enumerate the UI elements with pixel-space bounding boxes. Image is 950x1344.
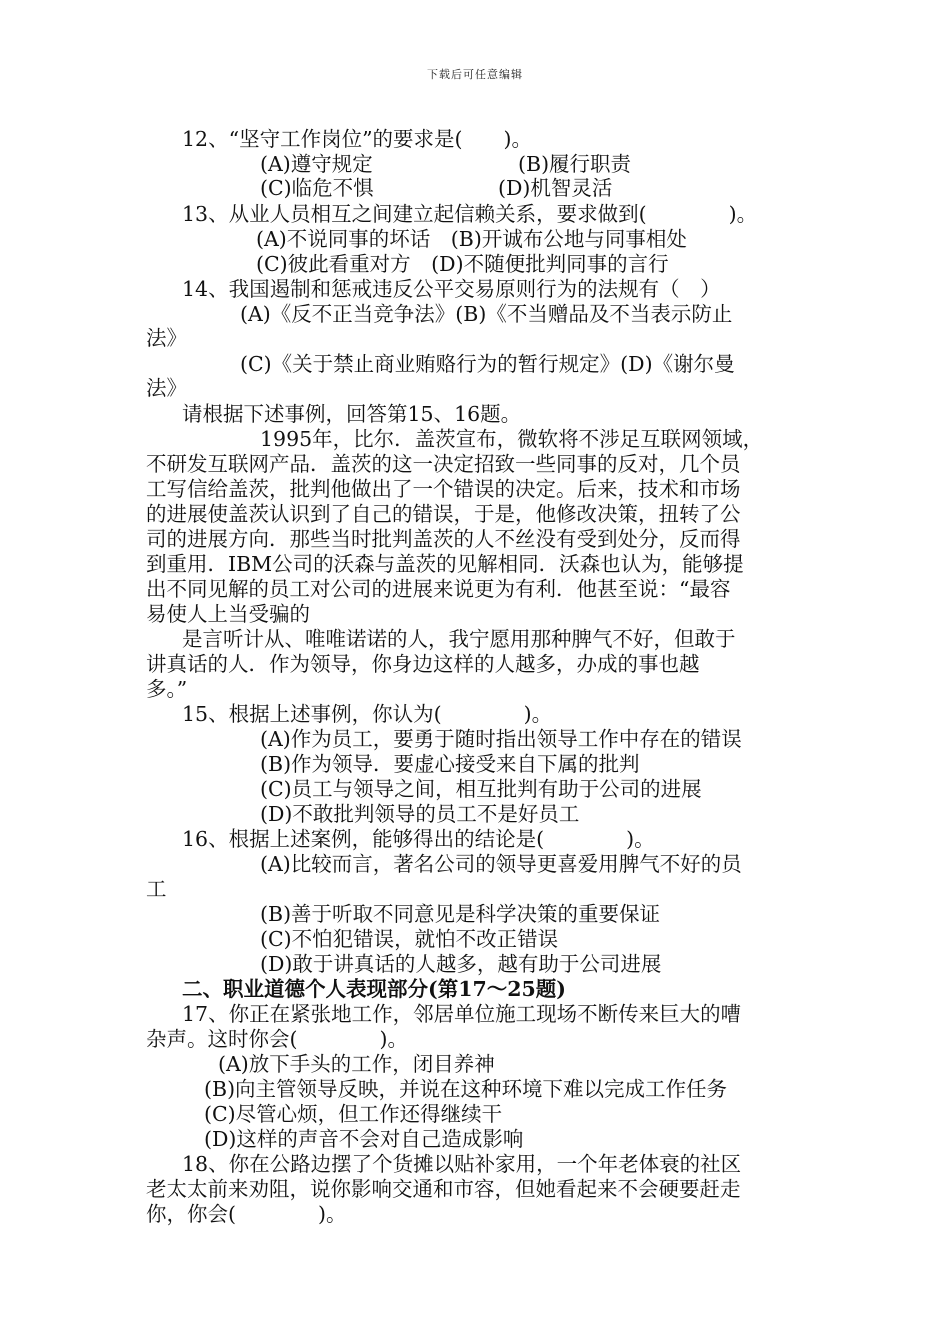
q17-option-b: (B)向主管领导反映，并说在这种环境下难以完成工作任务	[204, 1077, 728, 1101]
q12-option-a: (A)遵守规定	[260, 152, 373, 176]
q13-options-ab: (A)不说同事的坏话 (B)开诚布公地与同事相处	[256, 227, 687, 251]
case-paragraph-line: 司的进展方向．那些当时批判盖茨的人不丝没有受到处分，反而得	[146, 527, 741, 551]
question-13: 13、从业人员相互之间建立起信赖关系，要求做到( )。	[182, 202, 758, 226]
q14-options-ab-cont: 法》	[146, 326, 187, 350]
q16-option-b: (B)善于听取不同意见是科学决策的重要保证	[260, 902, 661, 926]
q14-options-cd: (C)《关于禁止商业贿赂行为的暂行规定》(D)《谢尔曼	[240, 352, 735, 376]
page-header: 下载后可任意编辑	[427, 68, 523, 81]
q16-option-a: (A)比较而言，著名公司的领导更喜爱用脾气不好的员	[260, 852, 742, 876]
question-16: 16、根据上述案例，能够得出的结论是( )。	[182, 827, 655, 851]
q16-option-c: (C)不怕犯错误，就怕不改正错误	[260, 927, 559, 951]
case-paragraph-line: 的进展使盖茨认识到了自己的错误，于是，他修改决策，扭转了公	[146, 502, 741, 526]
case-paragraph-line: 1995年，比尔．盖茨宣布，微软将不涉足互联网领域，	[260, 427, 764, 451]
q16-option-a-cont: 工	[146, 877, 167, 901]
q15-option-a: (A)作为员工，要勇于随时指出领导工作中存在的错误	[260, 727, 742, 751]
case-paragraph-line: 易使人上当受骗的	[146, 602, 310, 626]
question-14: 14、我国遏制和惩戒违反公平交易原则行为的法规有（ ）	[182, 277, 721, 301]
question-18-cont: 老太太前来劝阻，说你影响交通和市容，但她看起来不会硬要赶走	[146, 1177, 741, 1201]
question-17: 17、你正在紧张地工作，邻居单位施工现场不断传来巨大的嘈	[182, 1002, 742, 1026]
q12-option-d: (D)机智灵活	[498, 176, 613, 200]
case-paragraph-line: 工写信给盖茨，批判他做出了一个错误的决定。后来，技术和市场	[146, 477, 741, 501]
q12-option-c: (C)临危不惧	[260, 176, 374, 200]
q17-option-a: (A)放下手头的工作，闭目养神	[218, 1052, 495, 1076]
case-paragraph-line: 出不同见解的员工对公司的进展来说更为有利．他甚至说：“最容	[146, 577, 731, 601]
q17-option-c: (C)尽管心烦，但工作还得继续干	[204, 1102, 503, 1126]
case-paragraph-line: 多。”	[146, 677, 188, 701]
case-paragraph-line: 是言听计从、唯唯诺诺的人，我宁愿用那种脾气不好，但敢于	[182, 627, 736, 651]
question-12: 12、“坚守工作岗位”的要求是( )。	[182, 127, 533, 151]
case-intro: 请根据下述事例，回答第15、16题。	[182, 402, 522, 426]
q12-option-b: (B)履行职责	[518, 152, 632, 176]
q15-option-b: (B)作为领导．要虚心接受来自下属的批判	[260, 752, 640, 776]
case-paragraph-line: 不研发互联网产品．盖茨的这一决定招致一些同事的反对，几个员	[146, 452, 741, 476]
section-heading: 二、职业道德个人表现部分(第17～25题)	[182, 977, 566, 1001]
case-paragraph-line: 到重用．IBM公司的沃森与盖茨的见解相同．沃森也认为，能够提	[146, 552, 744, 576]
question-18: 18、你在公路边摆了个货摊以贴补家用，一个年老体衰的社区	[182, 1152, 742, 1176]
q13-options-cd: (C)彼此看重对方 (D)不随便批判同事的言行	[256, 252, 669, 276]
question-18-cont: 你，你会( )。	[146, 1202, 347, 1226]
case-paragraph-line: 讲真话的人．作为领导，你身边这样的人越多，办成的事也越	[146, 652, 700, 676]
q15-option-c: (C)员工与领导之间，相互批判有助于公司的进展	[260, 777, 702, 801]
q17-option-d: (D)这样的声音不会对自己造成影响	[204, 1127, 524, 1151]
q14-options-cd-cont: 法》	[146, 376, 187, 400]
question-17-cont: 杂声。这时你会( )。	[146, 1027, 408, 1051]
question-15: 15、根据上述事例，你认为( )。	[182, 702, 553, 726]
q15-option-d: (D)不敢批判领导的员工不是好员工	[260, 802, 580, 826]
q14-options-ab: (A)《反不正当竞争法》(B)《不当赠品及不当表示防止	[240, 302, 733, 326]
q16-option-d: (D)敢于讲真话的人越多，越有助于公司进展	[260, 952, 662, 976]
